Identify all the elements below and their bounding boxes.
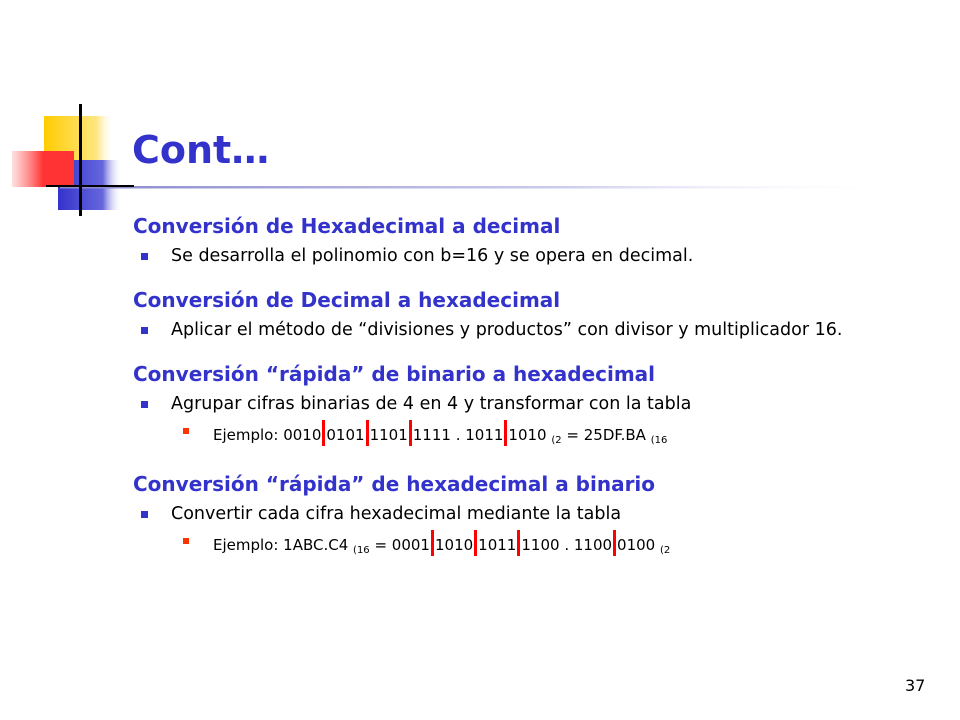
group-separator bbox=[409, 420, 412, 446]
base-subscript: (16 bbox=[650, 435, 668, 446]
binary-group: 1011 bbox=[478, 536, 517, 554]
binary-group: 1010 bbox=[434, 536, 474, 554]
group-separator bbox=[517, 530, 520, 556]
logo-red-square bbox=[12, 151, 74, 187]
example-equals: = bbox=[369, 536, 392, 554]
title-underline bbox=[60, 186, 900, 189]
bullet-item bbox=[133, 246, 933, 266]
logo-blue-square bbox=[58, 160, 122, 210]
section-hex-to-dec bbox=[133, 212, 933, 266]
binary-group: 0100 bbox=[617, 536, 656, 554]
bullet-item bbox=[133, 394, 933, 414]
example-equals: = 25DF.BA bbox=[561, 426, 651, 444]
square-bullet-icon bbox=[141, 253, 148, 260]
group-separator bbox=[504, 420, 507, 446]
logo-yellow-square bbox=[44, 116, 114, 172]
slide-logo-decoration bbox=[0, 0, 960, 240]
square-bullet-icon bbox=[141, 511, 148, 518]
binary-group: 0101 bbox=[326, 426, 365, 444]
bullet-item bbox=[133, 320, 933, 340]
group-separator bbox=[613, 530, 616, 556]
binary-group: . 1011 bbox=[450, 426, 504, 444]
example-prefix: Ejemplo: bbox=[213, 426, 284, 444]
base-subscript: (2 bbox=[551, 435, 562, 446]
section-dec-to-hex bbox=[133, 286, 933, 340]
example-prefix: Ejemplo: 1ABC.C4 bbox=[213, 536, 354, 554]
example-item bbox=[133, 530, 933, 562]
section-heading: Conversión de Decimal a hexadecimal bbox=[133, 288, 561, 312]
slide-title: Cont… bbox=[132, 128, 270, 172]
base-subscript: (16 bbox=[353, 545, 370, 556]
group-separator bbox=[322, 420, 325, 446]
bullet-text: Se desarrolla el polinomio con b=16 y se opera en decimal. bbox=[171, 246, 694, 266]
binary-group: 1010 bbox=[508, 426, 547, 444]
square-bullet-icon bbox=[183, 428, 189, 434]
binary-group: 1111 bbox=[412, 426, 451, 444]
square-bullet-icon bbox=[183, 538, 189, 544]
binary-group: 1101 bbox=[369, 426, 408, 444]
section-heading: Conversión “rápida” de binario a hexadecimal bbox=[133, 362, 656, 386]
square-bullet-icon bbox=[141, 401, 148, 408]
bullet-text: Convertir cada cifra hexadecimal mediante la tabla bbox=[171, 504, 622, 524]
binary-group: 1100 bbox=[521, 536, 560, 554]
section-heading: Conversión de Hexadecimal a decimal bbox=[133, 214, 561, 238]
section-hex-to-bin bbox=[133, 470, 933, 562]
binary-group: 0001 bbox=[391, 536, 430, 554]
logo-horizontal-line bbox=[46, 185, 134, 187]
group-separator bbox=[474, 530, 477, 556]
logo-vertical-line bbox=[79, 104, 82, 216]
bullet-text: Aplicar el método de “divisiones y productos” con divisor y multiplicador 16. bbox=[171, 320, 843, 340]
bullet-text: Agrupar cifras binarias de 4 en 4 y transformar con la tabla bbox=[171, 394, 692, 414]
example-item bbox=[133, 420, 933, 452]
group-separator bbox=[431, 530, 434, 556]
square-bullet-icon bbox=[141, 327, 148, 334]
binary-group: 0010 bbox=[283, 426, 322, 444]
bullet-item bbox=[133, 504, 933, 524]
section-bin-to-hex bbox=[133, 360, 933, 452]
section-heading: Conversión “rápida” de hexadecimal a binario bbox=[133, 472, 656, 496]
binary-group: . 1100 bbox=[559, 536, 613, 554]
group-separator bbox=[366, 420, 369, 446]
slide-content bbox=[133, 212, 933, 562]
base-subscript: (2 bbox=[660, 545, 671, 556]
page-number: 37 bbox=[905, 676, 926, 695]
